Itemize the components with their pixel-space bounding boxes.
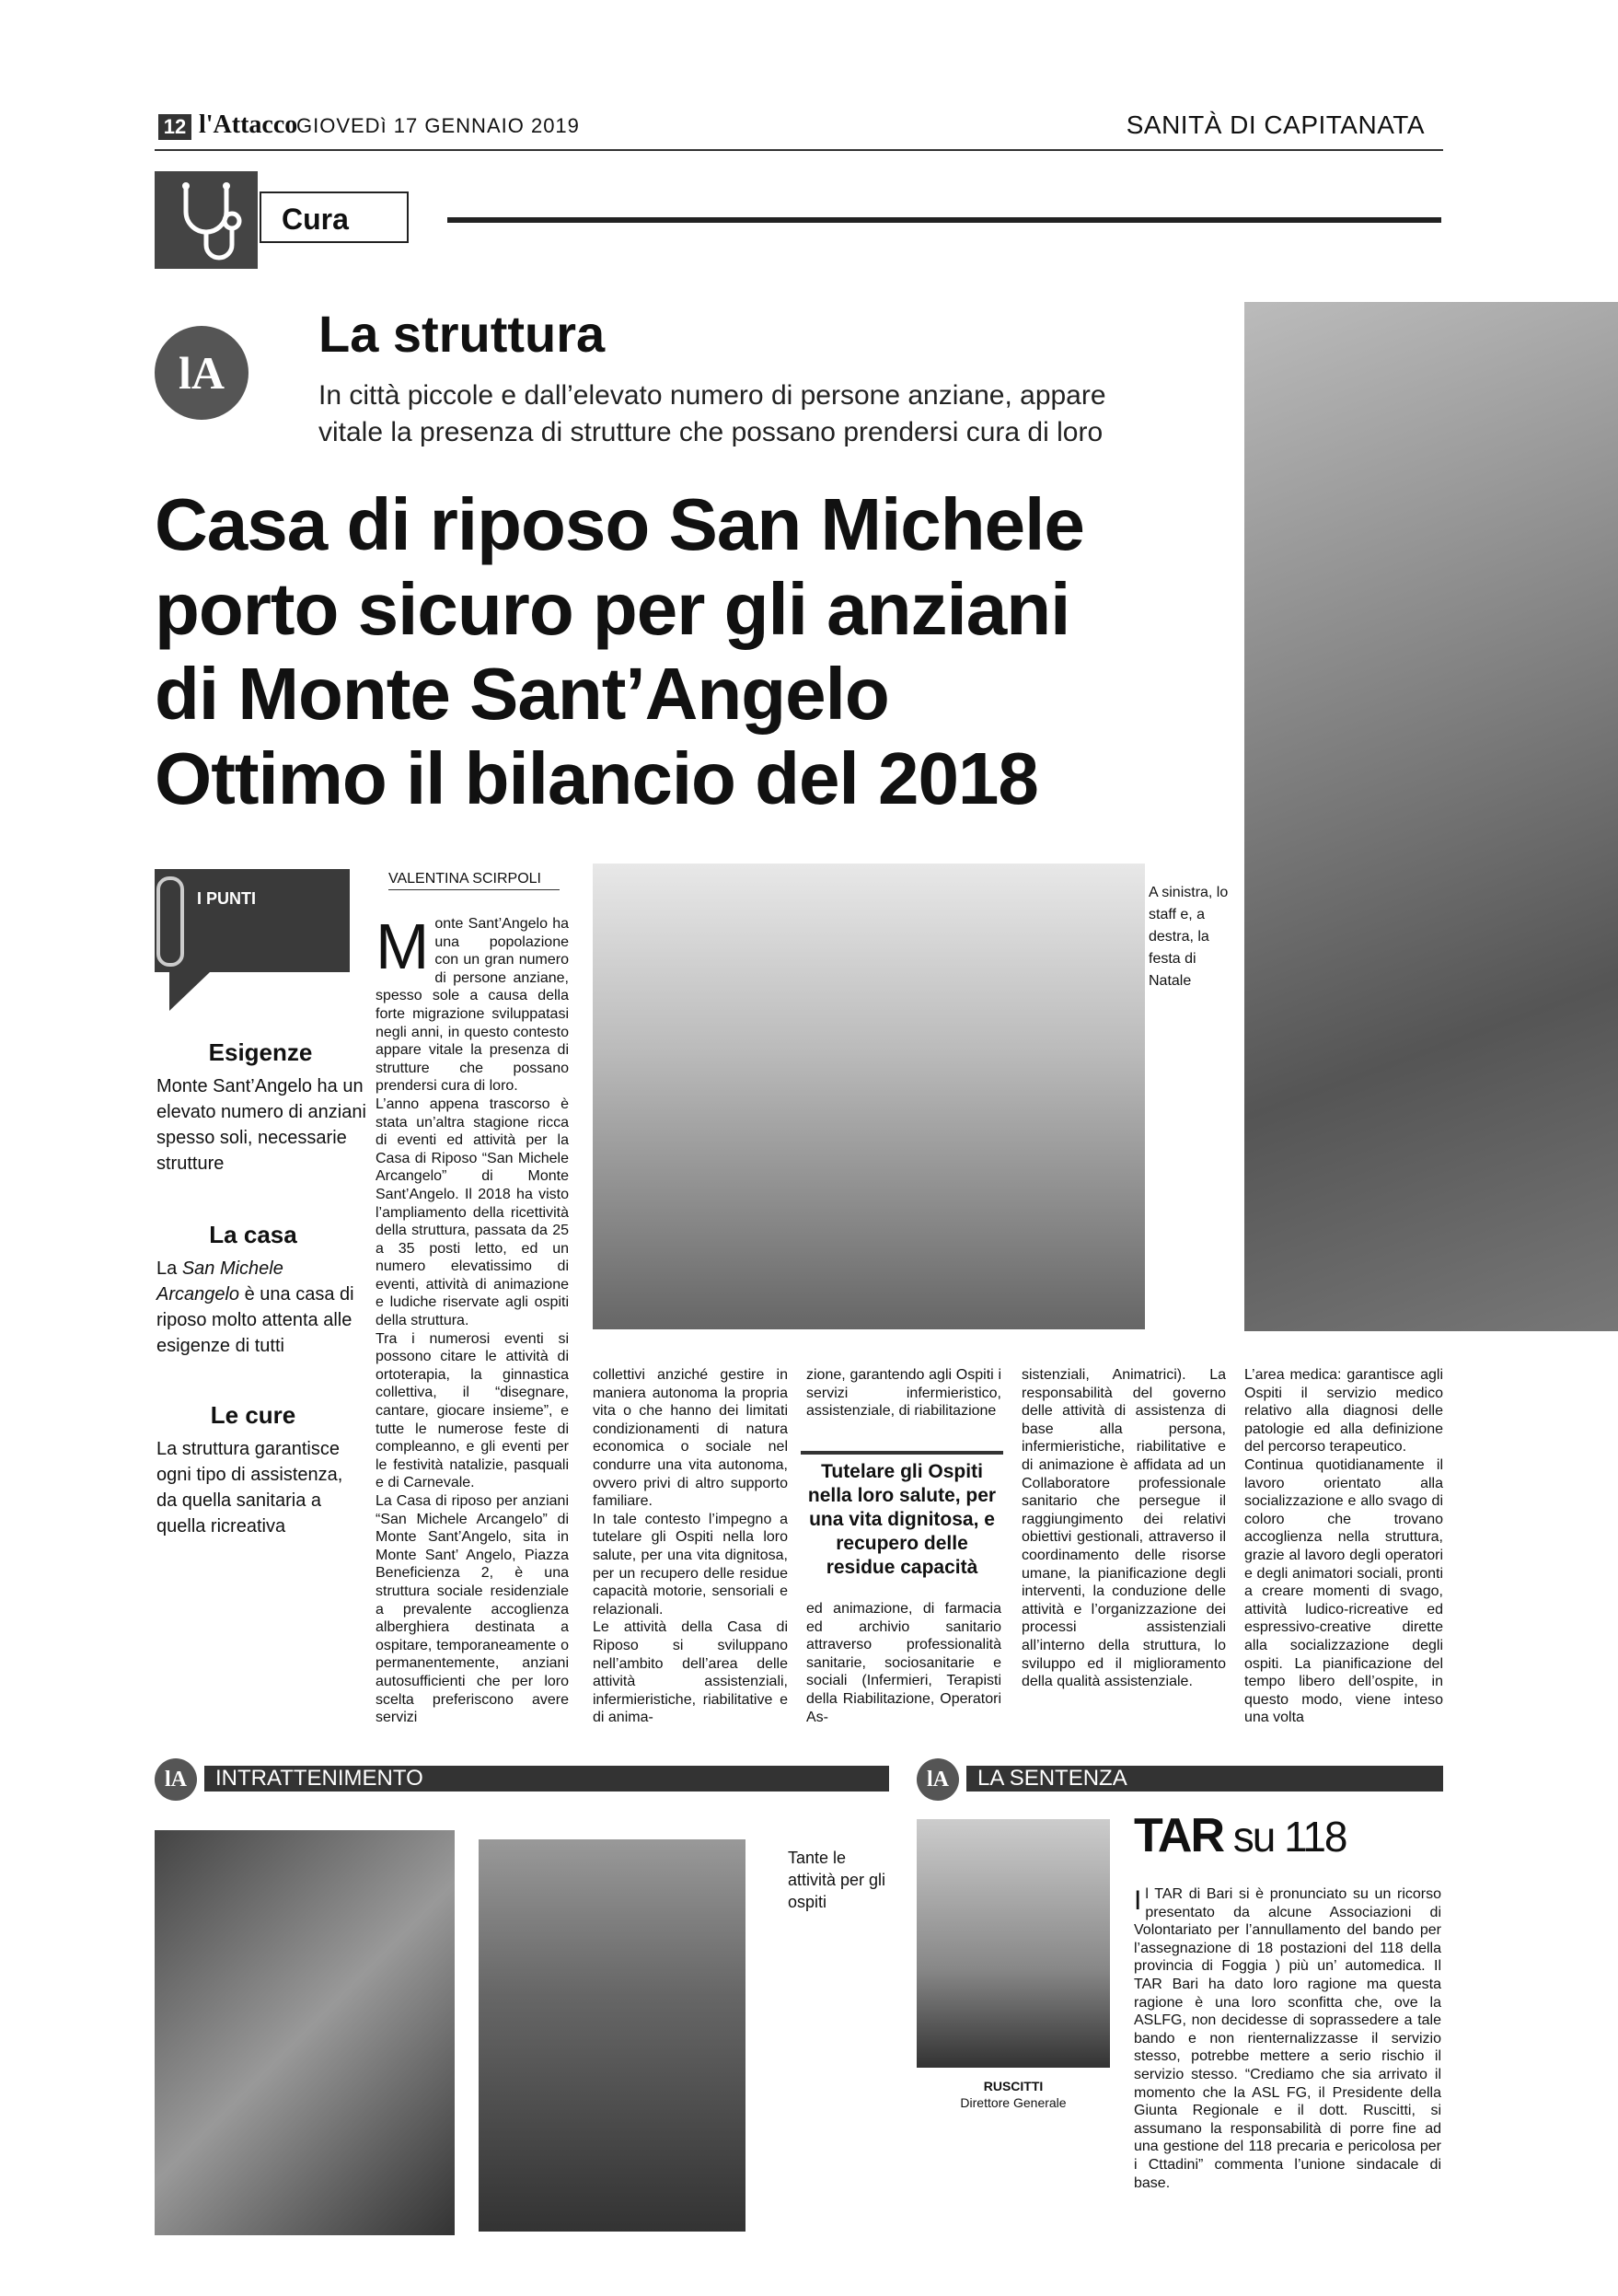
photo-name: RUSCITTI [983, 2079, 1044, 2093]
entertainment-bar: INTRATTENIMENTO [204, 1766, 889, 1792]
article-column-3a: zione, garantendo agli Ospiti i servizi infermieristico, assistenziale, di riabilitazione [806, 1367, 1001, 1420]
byline: VALENTINA SCIRPOLI [388, 871, 560, 890]
headline-line: porto sicuro per gli anziani [155, 568, 1070, 650]
sentenza-body [1134, 1885, 1441, 2192]
headline-line: Ottimo il bilancio del 2018 [155, 737, 1038, 819]
sentenza-dropcap: I [1134, 1885, 1142, 1916]
sentenza-bar: LA SENTENZA [966, 1766, 1443, 1792]
dance-party-photo [479, 1839, 745, 2232]
kicker-subtitle: In città piccole e dall’elevato numero di persone anziane, appare vitale la presenza di strutture che possano prendersi cura di loro [318, 380, 1106, 447]
sidebar-text-prefix: La [156, 1258, 182, 1279]
attacco-logo-small: lA [917, 1758, 959, 1801]
article-column-3b: ed animazione, di farmacia ed archivio sanitario attraverso professionalità sanitarie, sociosanitarie e sociali (Infermieri, Terapisti della Riabilitazione, Operatori As- [806, 1601, 1001, 1725]
article-column-5: L’area medica: garantisce agli Ospiti il servizio medico relativo alla diagnosi delle patologie ed alla definizione del percorso terapeutico. Continua quotidianamente il lavoro orientato alla socializzazione e allo svago di coloro che trovano accoglienza nella struttura, grazie al lavoro degli operatori e degli animatori sociali, pronti a creare momenti di svago, attività ludico-ricreative ed espressivo-creative dirette alla socializzazione degli ospiti. La pianificazione del tempo libero dell’ospite, in questo modo, viene inteso una volta [1244, 1367, 1443, 1726]
header-divider [155, 149, 1443, 151]
sidebar-text-em: San Michele Arcangelo [156, 1258, 283, 1305]
sentenza-text: l TAR di Bari si è pronunciato su un ricorso presentato da alcune Associazioni di Volontariato per l’annullamento del bando per l’assegnazione di 18 postazioni del 118 della provincia di Foggia ) più un’ automedica. Il TAR Bari ha dato loro ragione ma questa ragione è una loro sconfitta che, ove la ASLFG, non decidesse di soprassedere a tale bando e non rienternalizzasse il servizio stesso, potrebbe mettere a serio rischio il servizio stesso. “Crediamo che sia arrivato il momento che la ASL FG, il Presidente della Giunta Regionale e il dott. Ruscitti, si assumano la responsabilità di porre fine ad una gestione del 118 precaria e pericolosa per i Cttadini” commenta l’unione sindacale di base. [1134, 1886, 1441, 2191]
ruscitti-photo [917, 1819, 1110, 2068]
article-column-1 [376, 910, 569, 1727]
page-number: 12 [158, 114, 191, 140]
kicker-title: La struttura [318, 305, 606, 363]
sentenza-title-a: TAR [1134, 1809, 1224, 1862]
sidebar-text [156, 1256, 366, 1359]
article-column-4: sistenziali, Animatrici). La responsabilità del governo delle attività di assistenza di base alla persona, infermieristiche, riabilitative e di animazione è affidata ad un Collaboratore professionale sanitario che persegue il raggiungimento dei relativi obiettivi gestionali, attraverso il coordinamento delle risorse umane, la pianificazione degli interventi, la conduzione delle attività e l’organizzazione dei processi assistenziali all’interno della struttura, lo sviluppo ed il miglioramento della qualità assistenziale. [1022, 1367, 1226, 1690]
category-rule [447, 217, 1441, 223]
attacco-logo: lA [155, 326, 248, 420]
photo-role: Direttore Generale [960, 2095, 1067, 2110]
christmas-party-photo [1244, 302, 1618, 1331]
sidebar-heading: Le cure [210, 1401, 296, 1429]
staff-photo [593, 864, 1145, 1329]
sidebar-text: La struttura garantisce ogni tipo di assistenza, da quella sanitaria a quella ricreativa [156, 1439, 343, 1536]
dropcap: M [376, 910, 430, 982]
section-title: SANITÀ DI CAPITANATA [1126, 110, 1425, 139]
newspaper-logo: l'Attacco [199, 110, 298, 139]
points-box-tail [169, 972, 210, 1011]
sidebar-heading: La casa [209, 1221, 297, 1248]
article-column-2: collettivi anziché gestire in maniera autonoma la propria vita o che hanno dei limitati condizionamenti di natura economica o sociale nel condurre una vita autonoma, ovvero privi di altro supporto familiare. In tale contesto l’impegno a tutelare gli Ospiti nella loro salute, per una vita dignitosa, per un recupero delle residue capacità motorie, sensoriali e relazionali. Le attività della Casa di Riposo si sviluppano nell’ambito dell’area delle attività assistenziali, infermieristiche, riabilitative e di anima- [593, 1367, 788, 1726]
pull-quote: Tutelare gli Ospiti nella loro salute, per una vita dignitosa, e recupero delle residue capacità [801, 1451, 1003, 1580]
sentenza-title-b: su 118 [1223, 1813, 1346, 1861]
entertainment-caption: Tante le attività per gli ospiti [788, 1849, 886, 1911]
painting-activity-photo [155, 1830, 455, 2235]
article-text: onte Sant’Angelo ha una popolazione con un gran numero di persone anziane, spesso sole a causa della forte migrazione sviluppatasi negli anni, in questo contesto appare vitale la presenza di strutture che possano prendersi cura di loro. L’anno appena trascorso è stata un’altra stagione ricca di eventi ed attività per la Casa di Riposo “San Michele Arcangelo” di Monte Sant’Angelo. Il 2018 ha visto l’ampliamento della ricettività della struttura, passata da 25 a 35 posti letto, ed un numero elevatissimo di eventi, attività di animazione e ludiche riservate agli ospiti della struttura. Tra i numerosi eventi si possono citare le attività di ortoterapia, la ginnastica collettiva, il “disegnare, cantare, giocare insieme”, e tutte le numerose feste di compleanno, e gli eventi per le festività natalizie, pasquali e di Carnevale. La Casa di riposo per anziani “San Michele Arcangelo” di Monte Sant’Angelo, sita in Monte Sant’ Angelo, Piazza Beneficienza 2, è una struttura sociale residenziale a prevalente accoglienza alberghiera destinata a ospitare, temporaneamente o permanentemente, anziani autosufficienti che per loro scelta preferiscono avere servizi [376, 916, 569, 1726]
sentenza-title [1134, 1808, 1346, 1863]
paperclip-icon [156, 876, 184, 967]
headline [155, 482, 1241, 821]
sidebar-text: Monte Sant’Angelo ha un elevato numero di anziani spesso soli, necessarie strutture [156, 1076, 366, 1174]
points-label: I PUNTI [197, 889, 257, 908]
photo-caption: A sinistra, lo staff e, a destra, la festa di Natale [1149, 885, 1229, 989]
sidebar-heading: Esigenze [208, 1038, 313, 1066]
attacco-logo-small: lA [155, 1758, 197, 1801]
headline-line: Casa di riposo San Michele [155, 483, 1084, 565]
sidebar-text-suffix: è una casa di riposo molto attenta alle esigenze di tutti [156, 1284, 354, 1356]
issue-date: GIOVEDì 17 GENNAIO 2019 [296, 114, 580, 137]
stethoscope-icon [155, 171, 258, 269]
category-label: Cura [260, 191, 409, 243]
headline-line: di Monte Sant’Angelo [155, 653, 889, 735]
